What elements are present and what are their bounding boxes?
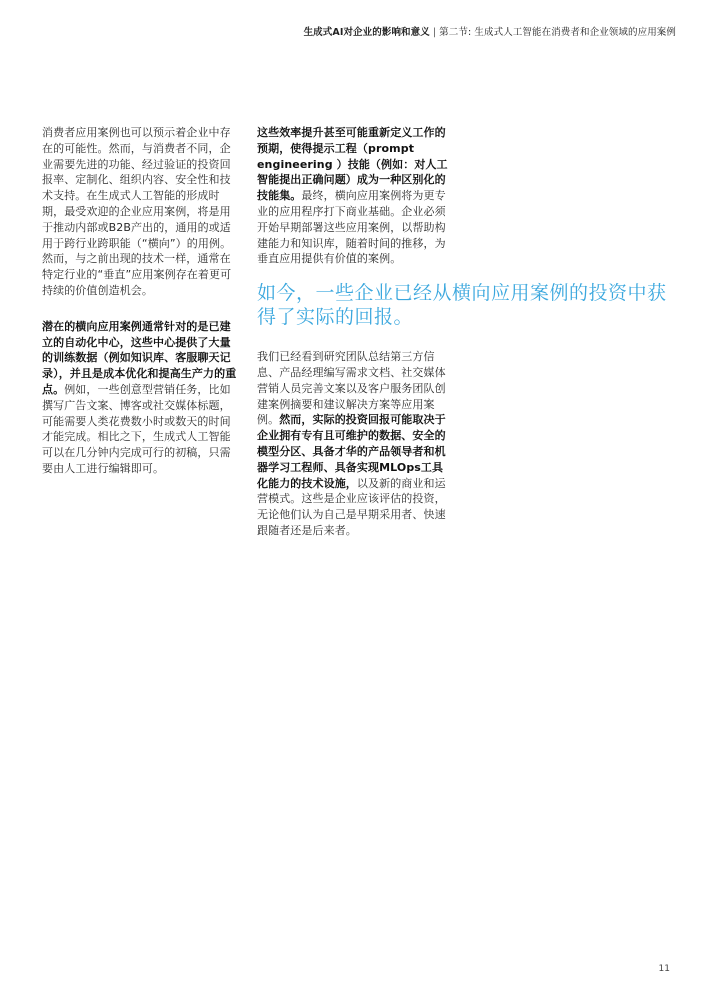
right-paragraph-2-text-a: 我们已经看到研究团队总结第三方信息、产品经理编写需求文档、社交媒体营销人员完善文案以及客户服务团队创建案例摘要和建议解决方案等应用案例。 xyxy=(257,350,446,427)
left-paragraph-2 xyxy=(42,319,240,477)
left-paragraph-2-bold: 潜在的横向应用案例通常针对的是已建立的自动化中心，这些中心提供了大量的训练数据（例如知识库、客服聊天记录），并且是成本优化和提高生产力的重点。 xyxy=(42,319,237,396)
left-paragraph-1: 消费者应用案例也可以预示着企业中存在的可能性。然而，与消费者不同，企业需要先进的功能、经过验证的投资回报率、定制化、组织内容、安全性和技术支持。在生成式人工智能的形成时期，最受欢迎的企业应用案例，将是用于推动内部或B2B产出的，通用的或适用于跨行业跨职能（“横向”）的用例。然而，与之前出现的技术一样，通常在特定行业的“垂直”应用案例存在着更可持续的价值创造机会。 xyxy=(42,126,232,297)
header-title: 生成式AI对企业的影响和意义 xyxy=(303,27,430,38)
pull-quote: 如今，一些企业已经从横向应用案例的投资中获得了实际的回报。 xyxy=(257,282,667,329)
right-paragraph-2 xyxy=(257,349,453,539)
right-paragraph-1 xyxy=(257,125,453,267)
header-separator: | xyxy=(432,27,437,38)
left-column xyxy=(42,125,240,477)
page-number: 11 xyxy=(658,964,670,974)
left-paragraph-2-text: 例如，一些创意型营销任务，比如撰写广告文案、博客或社交媒体标题，可能需要人类花费数小时或数天的时间才能完成。相比之下，生成式人工智能可以在几分钟内完成可行的初稿，只需要由人工进行编辑即可。 xyxy=(42,382,231,475)
running-header xyxy=(304,24,676,38)
right-column xyxy=(257,125,667,539)
right-paragraph-2-bold: 然而，实际的投资回报可能取决于企业拥有专有且可维护的数据、安全的模型分区、具备才华的产品领导者和机器学习工程师、具备实现MLOps工具化能力的技术设施， xyxy=(257,413,446,490)
right-paragraph-1-bold: 这些效率提升甚至可能重新定义工作的预期，使得提示工程（prompt engineering ）技能（例如：对人工智能提出正确问题）成为一种区别化的技能集。 xyxy=(257,126,448,203)
right-paragraph-1-text: 最终，横向应用案例将为更专业的应用程序打下商业基础。企业必须开始早期部署这些应用案例，以帮助构建能力和知识库，随着时间的推移，为垂直应用提供有价值的案例。 xyxy=(257,189,446,266)
right-paragraph-2-text-c: 以及新的商业和运营模式。这些是企业应该评估的投资，无论他们认为自己是早期采用者、快速跟随者还是后来者。 xyxy=(257,476,446,537)
header-section: 第二节: 生成式人工智能在消费者和企业领域的应用案例 xyxy=(439,27,676,38)
